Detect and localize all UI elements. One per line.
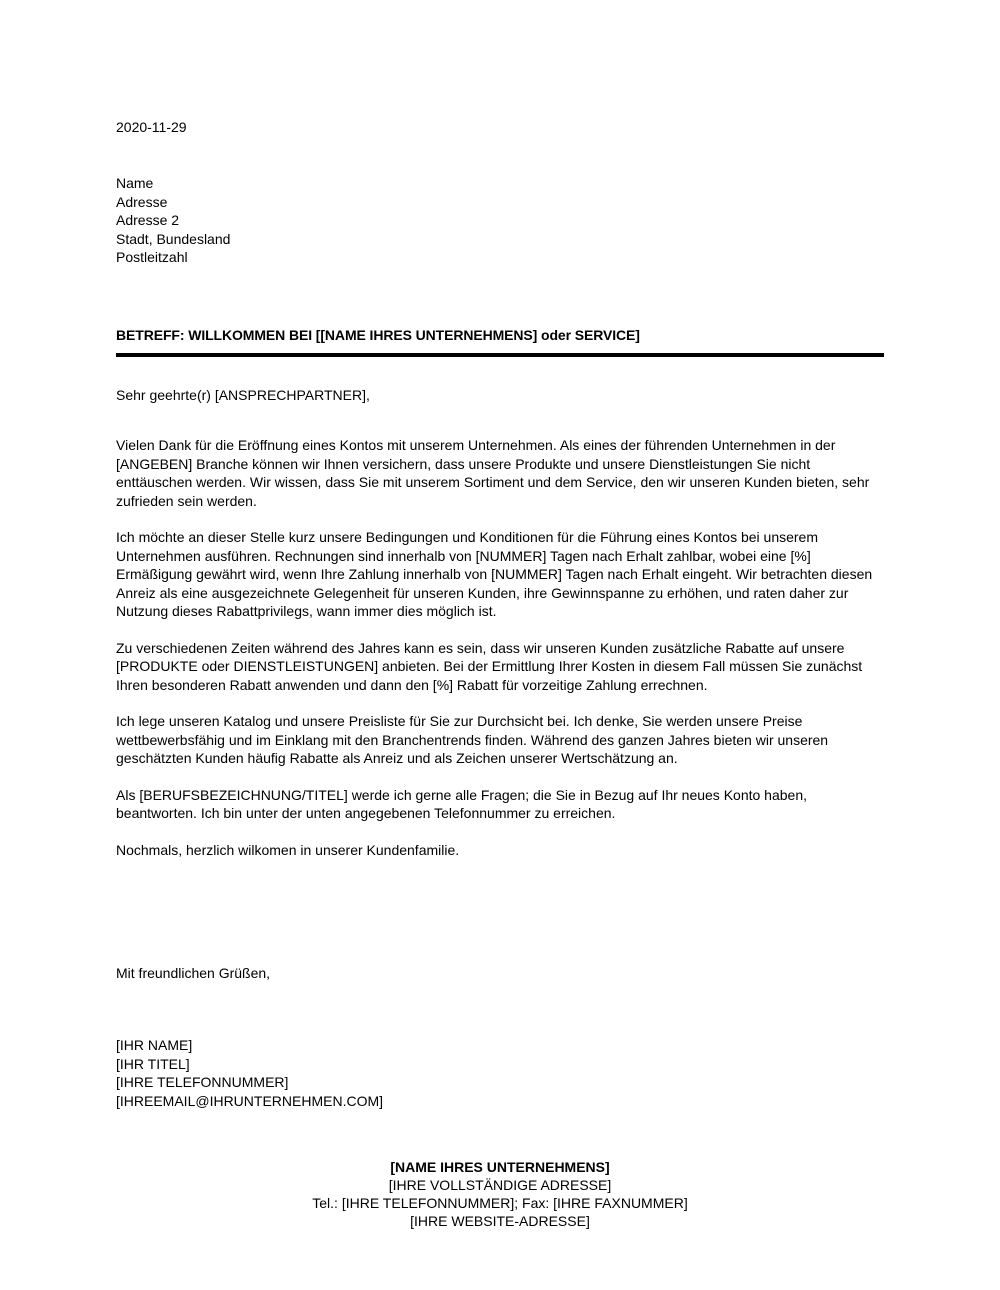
footer-contact: Tel.: [IHRE TELEFONNUMMER]; Fax: [IHRE FAXNUMMER]	[312, 1195, 688, 1211]
subject-line: BETREFF: WILLKOMMEN BEI [[NAME IHRES UNTERNEHMENS] oder SERVICE]	[116, 327, 640, 343]
body-paragraph: Zu verschiedenen Zeiten während des Jahres kann es sein, dass wir unseren Kunden zusätzliche Rabatte auf unsere [PRODUKTE oder DIENSTLEISTUNGEN] anbieten. Bei der Ermittlung Ihrer Kosten in diesem Fall müssen Sie zunächst Ihren besonderen Rabatt anwenden und dann den [%] Rabatt für vorzeitige Zahlung errechnen.	[116, 639, 863, 693]
recipient-address-block	[116, 174, 230, 267]
letter-footer	[0, 1158, 1000, 1230]
address-line: Adresse 2	[116, 212, 180, 228]
address-line: Postleitzahl	[116, 249, 188, 265]
letter-body	[116, 436, 882, 877]
address-line: Stadt, Bundesland	[116, 230, 231, 247]
address-line: Name	[116, 175, 154, 191]
subject-section	[116, 326, 884, 357]
horizontal-rule	[116, 353, 884, 357]
signature-line: [IHR NAME]	[116, 1037, 193, 1053]
letter-date: 2020-11-29	[116, 119, 187, 135]
signature-line: [IHRE TELEFONNUMMER]	[116, 1074, 289, 1090]
salutation: Sehr geehrte(r) [ANSPRECHPARTNER],	[116, 387, 370, 403]
body-paragraph: Nochmals, herzlich wilkomen in unserer Kundenfamilie.	[116, 841, 460, 858]
footer-address: [IHRE VOLLSTÄNDIGE ADRESSE]	[388, 1177, 612, 1193]
footer-company-name: [NAME IHRES UNTERNEHMENS]	[390, 1159, 610, 1175]
body-paragraph: Als [BERUFSBEZEICHNUNG/TITEL] werde ich gerne alle Fragen; die Sie in Bezug auf Ihr neues Konto haben, beantworten. Ich bin unter der unten angegebenen Telefonnummer zu erreichen.	[116, 786, 807, 821]
signature-block	[116, 1036, 383, 1110]
body-paragraph: Vielen Dank für die Eröffnung eines Kontos mit unserem Unternehmen. Als eines der führenden Unternehmen in der [ANGEBEN] Branche können wir Ihnen versichern, dass unsere Produkte und unsere Dienstleistungen Sie nicht enttäuschen werden. Wir wissen, dass Sie mit unserem Sortiment und dem Service, den wir unseren Kunden bieten, sehr zufrieden sein werden.	[116, 437, 870, 509]
footer-website: [IHRE WEBSITE-ADRESSE]	[410, 1213, 590, 1229]
body-paragraph: Ich möchte an dieser Stelle kurz unsere Bedingungen und Konditionen für die Führung eines Kontos bei unserem Unternehmen ausführen. Rechnungen sind innerhalb von [NUMMER] Tagen nach Erhalt zahlbar, wobei eine [%] Ermäßigung gewährt wird, wenn Ihre Zahlung innerhalb von [NUMMER] Tagen nach Erhalt eingeht. Wir betrachten diesen Anreiz als eine ausgezeichnete Gelegenheit für unseren Kunden, ihre Gewinnspanne zu erhöhen, und raten daher zur Nutzung dieses Rabattprivilegs, wann immer dies möglich ist.	[116, 529, 873, 619]
body-paragraph: Ich lege unseren Katalog und unsere Preisliste für Sie zur Durchsicht bei. Ich denke, Sie werden unsere Preise wettbewerbsfähig und im Einklang mit den Branchentrends finden. Während des ganzen Jahres bieten wir unseren geschätzten Kunden häufig Rabatte als Anreiz und als Zeichen unserer Wertschätzung an.	[116, 713, 829, 766]
closing-line: Mit freundlichen Grüßen,	[116, 965, 271, 981]
signature-line: [IHREEMAIL@IHRUNTERNEHMEN.COM]	[116, 1092, 384, 1109]
signature-line: [IHR TITEL]	[116, 1055, 190, 1072]
address-line: Adresse	[116, 193, 168, 210]
